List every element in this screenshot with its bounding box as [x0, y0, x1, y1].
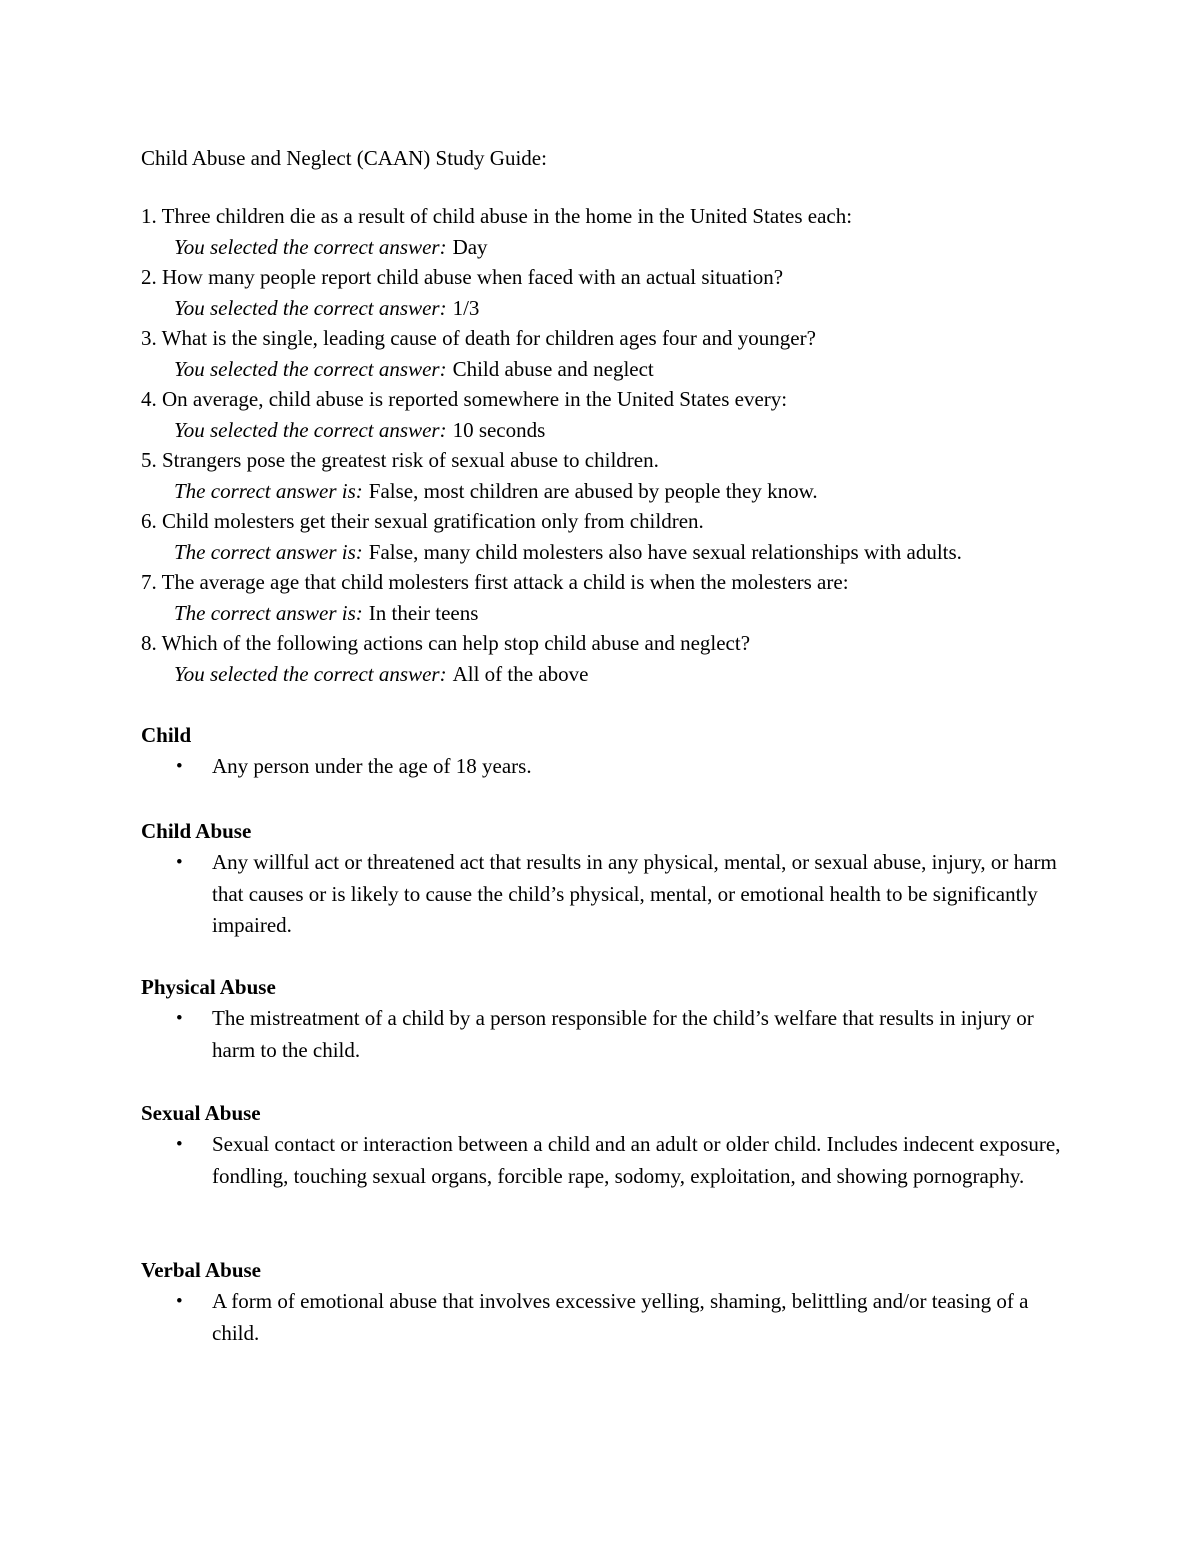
question-number: 6. — [141, 509, 157, 533]
bullet-text: Any willful act or threatened act that results in any physical, mental, or sexual abuse, injury, or harm that causes or is likely to cause the child’s physical, mental, or emotional health to be significantly impaired. — [212, 850, 1057, 937]
question-text: On average, child abuse is reported somewhere in the United States every: — [162, 387, 788, 411]
answer-line — [141, 293, 1141, 324]
bullet-item — [141, 1003, 1062, 1066]
answer-line — [141, 232, 1141, 263]
answer-line — [141, 415, 1141, 446]
definition-section-sexual-abuse — [141, 1098, 1091, 1192]
question-text: Child molesters get their sexual gratification only from children. — [162, 509, 704, 533]
bullet-list — [141, 1286, 1091, 1349]
answer-prefix: You selected the correct answer: — [174, 234, 447, 259]
page-title: Child Abuse and Neglect (CAAN) Study Guide: — [141, 146, 547, 170]
bullet-item — [141, 751, 1062, 783]
answer-prefix: The correct answer is: — [174, 600, 363, 625]
answer-prefix: The correct answer is: — [174, 478, 363, 503]
bullet-list — [141, 847, 1091, 942]
question-number: 8. — [141, 631, 157, 655]
question-number: 2. — [141, 265, 157, 289]
question-number: 5. — [141, 448, 157, 472]
bullet-text: A form of emotional abuse that involves excessive yelling, shaming, belittling and/or teasing of a child. — [212, 1289, 1029, 1345]
answer-prefix: The correct answer is: — [174, 539, 363, 564]
question-text: What is the single, leading cause of death for children ages four and younger? — [161, 326, 816, 350]
question-item — [141, 567, 1141, 628]
bullet-icon: • — [176, 1291, 183, 1312]
question-line — [141, 323, 1141, 354]
answer-text: False, most children are abused by people they know. — [368, 478, 818, 503]
question-item — [141, 384, 1141, 445]
question-line — [141, 384, 1141, 415]
bullet-icon: • — [176, 756, 183, 777]
bullet-item — [141, 1286, 1062, 1349]
question-number: 3. — [141, 326, 157, 350]
question-item — [141, 628, 1141, 689]
bullet-list — [141, 1003, 1091, 1066]
question-text: The average age that child molesters first attack a child is when the molesters are: — [161, 570, 849, 594]
question-number: 1. — [141, 204, 157, 228]
section-heading: Verbal Abuse — [141, 1258, 262, 1282]
answer-text: In their teens — [368, 600, 479, 625]
answer-prefix: You selected the correct answer: — [174, 417, 447, 442]
bullet-icon: • — [176, 1134, 183, 1155]
bullet-list — [141, 751, 1091, 783]
bullet-icon: • — [176, 852, 183, 873]
bullet-item — [141, 847, 1062, 942]
question-line — [141, 445, 1141, 476]
answer-text: 10 seconds — [452, 417, 546, 442]
section-heading: Child Abuse — [141, 819, 252, 843]
question-item — [141, 506, 1141, 567]
answer-prefix: You selected the correct answer: — [174, 661, 447, 686]
answer-prefix: You selected the correct answer: — [174, 356, 447, 381]
section-heading: Child — [141, 723, 192, 747]
definition-section-physical-abuse — [141, 972, 1091, 1066]
answer-text: False, many child molesters also have sexual relationships with adults. — [368, 539, 962, 564]
question-number: 4. — [141, 387, 157, 411]
bullet-icon: • — [176, 1008, 183, 1029]
definition-section-verbal-abuse — [141, 1255, 1091, 1349]
question-item — [141, 445, 1141, 506]
answer-line — [141, 598, 1141, 629]
answer-line — [141, 537, 1141, 568]
answer-text: Day — [452, 234, 488, 259]
question-item — [141, 201, 1141, 262]
answer-text: 1/3 — [452, 295, 480, 320]
question-item — [141, 262, 1141, 323]
bullet-list — [141, 1129, 1091, 1192]
answer-text: All of the above — [452, 661, 589, 686]
answer-line — [141, 476, 1141, 507]
question-line — [141, 506, 1141, 537]
bullet-text: The mistreatment of a child by a person responsible for the child’s welfare that results in injury or harm to the child. — [212, 1006, 1034, 1062]
question-text: Three children die as a result of child abuse in the home in the United States each: — [161, 204, 853, 228]
question-text: Strangers pose the greatest risk of sexual abuse to children. — [162, 448, 659, 472]
answer-text: Child abuse and neglect — [452, 356, 654, 381]
definition-section-child-abuse — [141, 816, 1091, 942]
question-line — [141, 567, 1141, 598]
answer-line — [141, 659, 1141, 690]
question-list — [141, 201, 1141, 689]
bullet-item — [141, 1129, 1062, 1192]
answer-line — [141, 354, 1141, 385]
section-heading: Physical Abuse — [141, 975, 276, 999]
question-item — [141, 323, 1141, 384]
question-text: Which of the following actions can help stop child abuse and neglect? — [161, 631, 751, 655]
question-line — [141, 201, 1141, 232]
question-line — [141, 262, 1141, 293]
question-line — [141, 628, 1141, 659]
bullet-text: Any person under the age of 18 years. — [212, 754, 532, 778]
question-number: 7. — [141, 570, 157, 594]
bullet-text: Sexual contact or interaction between a child and an adult or older child. Includes indecent exposure, fondling, touching sexual organs, forcible rape, sodomy, exploitation, and showing pornography. — [212, 1132, 1061, 1188]
question-text: How many people report child abuse when faced with an actual situation? — [162, 265, 784, 289]
answer-prefix: You selected the correct answer: — [174, 295, 447, 320]
section-heading: Sexual Abuse — [141, 1101, 261, 1125]
definition-section-child — [141, 720, 1091, 783]
